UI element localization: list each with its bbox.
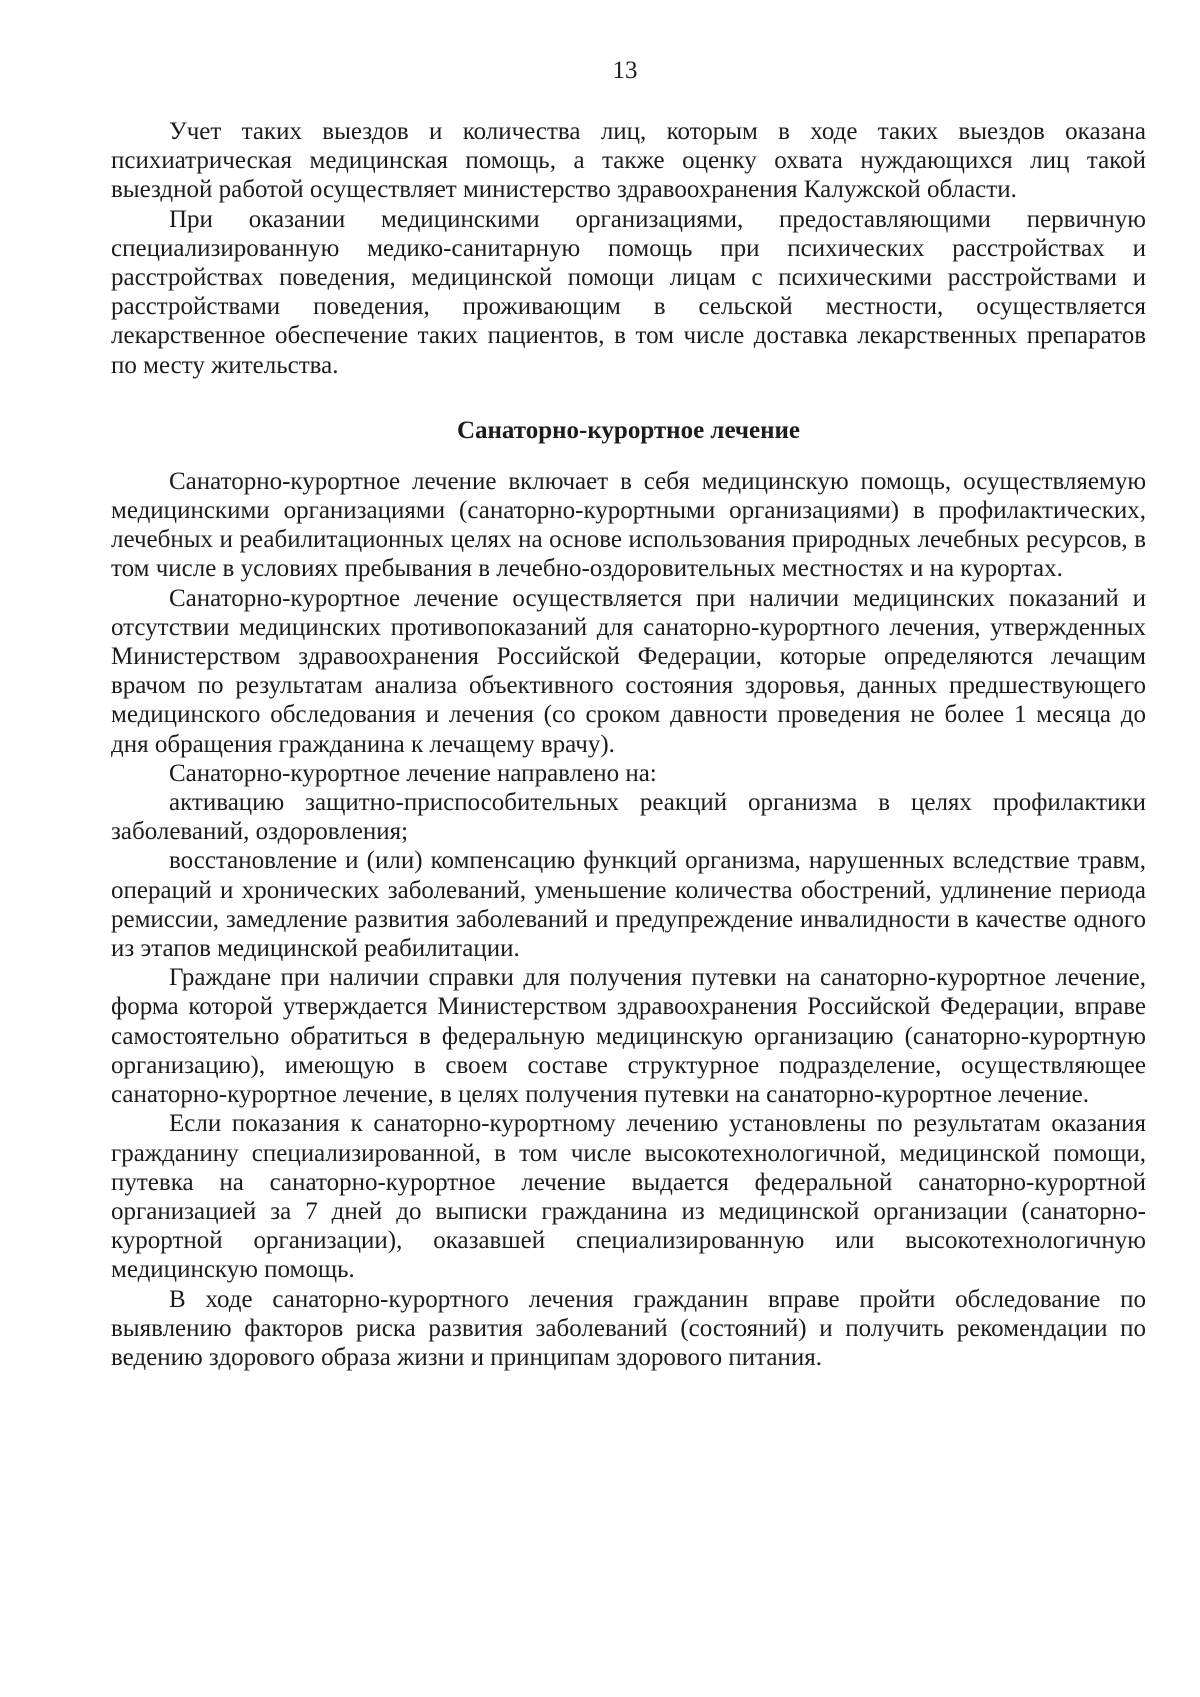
paragraph: Граждане при наличии справки для получения путевки на санаторно-курортное лечение, форма которой утверждается Министерством здравоохранения Российской Федерации, вправе самостоятельно обратиться в федеральную медицинскую организацию (санаторно-курортную организацию), имеющую в своем составе структурное подразделение, осуществляющее санаторно-курортное лечение, в целях получения путевки на санаторно-курортное лечение.: [111, 964, 1146, 1109]
list-item-paragraph: активацию защитно-приспособительных реакций организма в целях профилактики заболеваний, оздоровления;: [111, 789, 1146, 846]
document-body: [111, 117, 1146, 1372]
list-item-paragraph: восстановление и (или) компенсацию функций организма, нарушенных вследствие травм, операций и хронических заболеваний, уменьшение количества обострений, удлинение периода ремиссии, замедление развития заболеваний и предупреждение инвалидности в качестве одного из этапов медицинской реабилитации.: [111, 847, 1146, 963]
paragraph: Учет таких выездов и количества лиц, которым в ходе таких выездов оказана психиатрическая медицинская помощь, а также оценку охвата нуждающихся лиц такой выездной работой осуществляет министерство здравоохранения Калужской области.: [111, 118, 1146, 204]
paragraph: Санаторно-курортное лечение осуществляется при наличии медицинских показаний и отсутствии медицинских противопоказаний для санаторно-курортного лечения, утвержденных Министерством здравоохранения Российской Федерации, которые определяются лечащим врачом по результатам анализа объективного состояния здоровья, данных предшествующего медицинского обследования и лечения (со сроком давности проведения не более 1 месяца до дня обращения гражданина к лечащему врачу).: [111, 584, 1146, 758]
paragraph: В ходе санаторно-курортного лечения гражданин вправе пройти обследование по выявлению факторов риска развития заболеваний (состояний) и получить рекомендации по ведению здорового образа жизни и принципам здорового питания.: [111, 1285, 1146, 1371]
paragraph: Санаторно-курортное лечение включает в себя медицинскую помощь, осуществляемую медицинскими организациями (санаторно-курортными организациями) в профилактических, лечебных и реабилитационных целях на основе использования природных лечебных ресурсов, в том числе в условиях пребывания в лечебно-оздоровительных местностях и на курортах.: [111, 467, 1146, 583]
paragraph: Санаторно-курортное лечение направлено на:: [169, 759, 657, 787]
page-number: 13: [612, 57, 638, 84]
section-heading: Санаторно-курортное лечение: [456, 416, 801, 444]
paragraph: Если показания к санаторно-курортному лечению установлены по результатам оказания гражданину специализированной, в том числе высокотехнологичной, медицинской помощи, путевка на санаторно-курортное лечение выдается федеральной санаторно-курортной организацией за 7 дней до выписки гражданина из медицинской организации (санаторно-курортной организации), оказавшей специализированную или высокотехнологичную медицинскую помощь.: [111, 1110, 1146, 1284]
paragraph: При оказании медицинскими организациями, предоставляющими первичную специализированную медико-санитарную помощь при психических расстройствах и расстройствах поведения, медицинской помощи лицам с психическими расстройствами и расстройствами поведения, проживающим в сельской местности, осуществляется лекарственное обеспечение таких пациентов, в том числе доставка лекарственных препаратов по месту жительства.: [111, 205, 1146, 379]
